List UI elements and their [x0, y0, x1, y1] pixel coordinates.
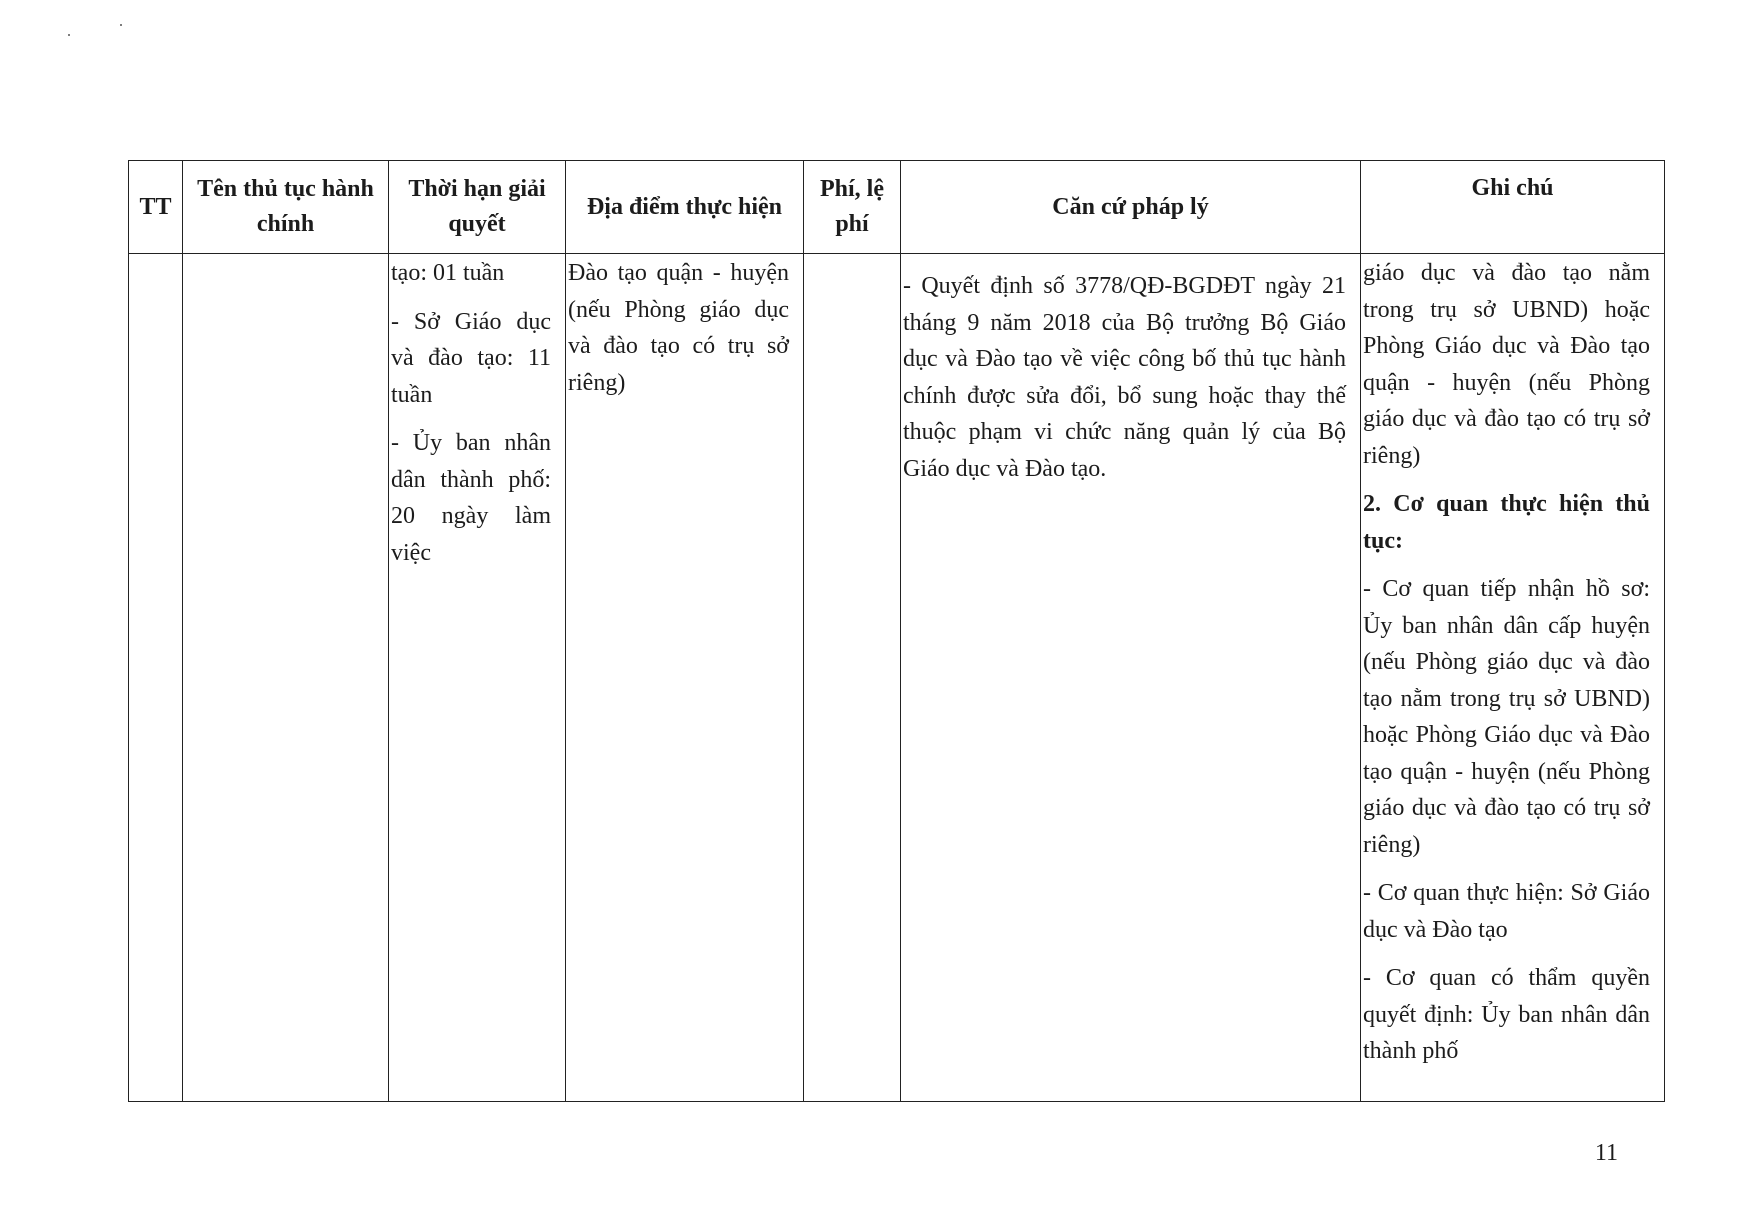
page-number: 11	[1594, 1140, 1618, 1166]
header-location: Địa điểm thực hiện	[566, 161, 804, 254]
header-tt: TT	[129, 161, 183, 254]
cell-fee	[804, 254, 901, 1102]
header-legal-basis: Căn cứ pháp lý	[901, 161, 1361, 254]
procedure-table	[128, 160, 1665, 1102]
header-procedure-name: Tên thủ tục hành chính	[183, 161, 389, 254]
notes-paragraph: - Cơ quan có thẩm quyền quyết định: Ủy ban nhân dân thành phố	[1363, 965, 1650, 1064]
cell-legal-basis	[901, 254, 1361, 1102]
notes-paragraph: - Cơ quan tiếp nhận hồ sơ: Ủy ban nhân dân cấp huyện (nếu Phòng giáo dục và đào tạo nằm trong trụ sở UBND) hoặc Phòng Giáo dục và Đào tạo quận - huyện (nếu Phòng giáo dục và đào tạo có trụ sở riêng)	[1363, 576, 1650, 858]
scan-speck	[68, 34, 70, 36]
notes-paragraph: - Cơ quan thực hiện: Sở Giáo dục và Đào tạo	[1363, 880, 1650, 943]
table-row	[129, 254, 1665, 1102]
scan-speck	[120, 24, 122, 26]
header-fee: Phí, lệ phí	[804, 161, 901, 254]
cell-procedure-name	[183, 254, 389, 1102]
location-text: Đào tạo quận - huyện (nếu Phòng giáo dục và đào tạo có trụ sở riêng)	[568, 260, 789, 396]
notes-heading: 2. Cơ quan thực hiện thủ tục:	[1363, 491, 1650, 554]
legal-basis-text: - Quyết định số 3778/QĐ-BGDĐT ngày 21 tháng 9 năm 2018 của Bộ trưởng Bộ Giáo dục và Đào tạo về việc công bố thủ tục hành chính được sửa đổi, bổ sung hoặc thay thế thuộc phạm vi chức năng quản lý của Bộ Giáo dục và Đào tạo.	[903, 273, 1346, 482]
cell-tt	[129, 254, 183, 1102]
header-time-limit: Thời hạn giải quyết	[389, 161, 566, 254]
time-limit-line: - Sở Giáo dục và đào tạo: 11 tuần	[391, 308, 551, 408]
cell-notes	[1361, 254, 1665, 1102]
time-limit-line: - Ủy ban nhân dân thành phố: 20 ngày làm việc	[391, 430, 551, 566]
cell-time-limit	[389, 254, 566, 1102]
table-header-row	[129, 161, 1665, 254]
cell-location	[566, 254, 804, 1102]
notes-paragraph: giáo dục và đào tạo nằm trong trụ sở UBND) hoặc Phòng Giáo dục và Đào tạo quận - huyện (nếu Phòng giáo dục và đào tạo có trụ sở riêng)	[1363, 260, 1650, 469]
header-notes: Ghi chú	[1361, 161, 1665, 254]
time-limit-line: tạo: 01 tuần	[391, 260, 505, 286]
